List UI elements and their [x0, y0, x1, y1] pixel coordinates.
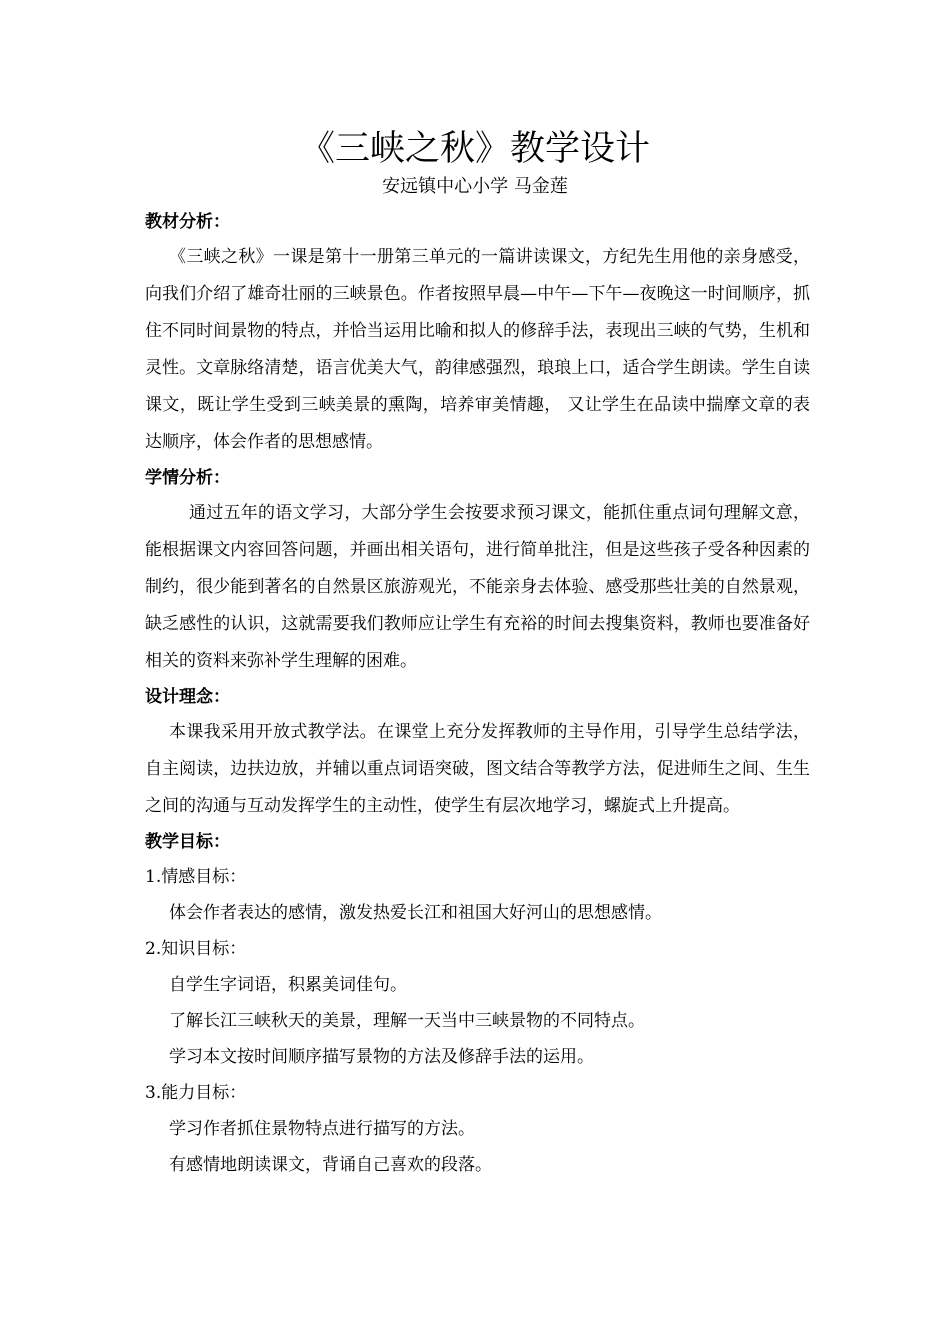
document-body	[145, 205, 810, 1183]
goal-item: 学习本文按时间顺序描写景物的方法及修辞手法的运用。	[169, 1047, 594, 1067]
section-paragraph: 《三峡之秋》一课是第十一册第三单元的一篇讲读课文，方纪先生用他的亲身感受，向我们介绍了雄奇壮丽的三峡景色。作者按照早晨—中午—下午—夜晚这一时间顺序，抓住不同时间景物的特点，并恰当运用比喻和拟人的修辞手法，表现出三峡的气势，生机和灵性。文章脉络清楚，语言优美大气，韵律感强烈，琅琅上口，适合学生朗读。学生自读课文，既让学生受到三峡美景的熏陶，培养审美情趣， 又让学生在品读中揣摩文章的表达顺序，体会作者的思想感情。	[145, 247, 810, 452]
section-heading: 学情分析：	[145, 468, 230, 488]
section-heading: 教材分析：	[145, 212, 230, 232]
section-student-analysis	[145, 461, 810, 680]
section-design-concept	[145, 680, 810, 825]
section-textbook-analysis	[145, 205, 810, 461]
goal-item: 体会作者表达的感情，激发热爱长江和祖国大好河山的思想感情。	[169, 903, 662, 923]
goal-item: 自学生字词语，积累美词佳句。	[169, 975, 407, 995]
goal-group-label: 3.能力目标：	[145, 1083, 247, 1103]
goal-item: 有感情地朗读课文，背诵自己喜欢的段落。	[169, 1155, 492, 1175]
document-author: 安远镇中心小学 马金莲	[382, 176, 568, 197]
section-paragraph: 通过五年的语文学习，大部分学生会按要求预习课文，能抓住重点词句理解文意，能根据课文内容回答问题，并画出相关语句，进行简单批注，但是这些孩子受各种因素的制约，很少能到著名的自然景区旅游观光，不能亲身去体验、感受那些壮美的自然景观，缺乏感性的认识，这就需要我们教师应让学生有充裕的时间去搜集资料，教师也要准备好相关的资料来弥补学生理解的困难。	[145, 503, 810, 671]
goal-group-label: 2.知识目标：	[145, 939, 247, 959]
goal-group-label: 1.情感目标：	[145, 867, 247, 887]
goal-item: 了解长江三峡秋天的美景，理解一天当中三峡景物的不同特点。	[169, 1011, 645, 1031]
goal-item: 学习作者抓住景物特点进行描写的方法。	[169, 1119, 475, 1139]
section-paragraph: 本课我采用开放式教学法。在课堂上充分发挥教师的主导作用，引导学生总结学法，自主阅读，边扶边放，并辅以重点词语突破，图文结合等教学方法，促进师生之间、生生之间的沟通与互动发挥学生的主动性，使学生有层次地学习，螺旋式上升提高。	[145, 722, 810, 816]
document-title: 《三峡之秋》教学设计	[299, 129, 650, 169]
section-teaching-goals	[145, 825, 810, 1183]
section-heading: 教学目标：	[145, 832, 230, 852]
section-heading: 设计理念：	[145, 687, 230, 707]
